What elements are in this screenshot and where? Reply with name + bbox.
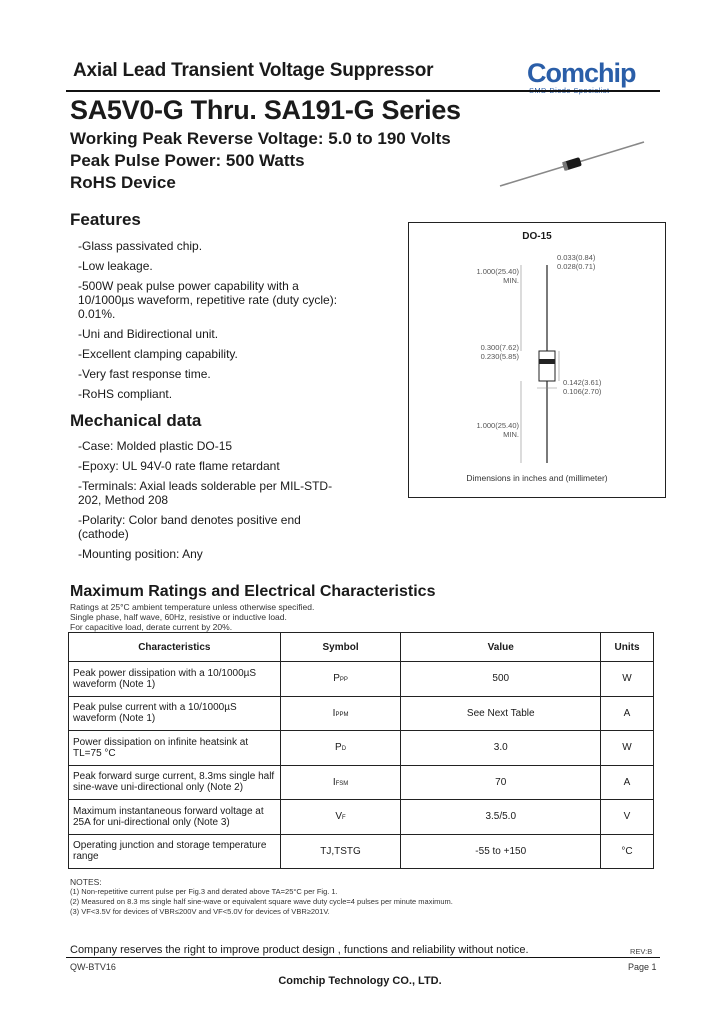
symbol-subscript: PP — [339, 677, 348, 684]
disclaimer-text: Company reserves the right to improve product design , functions and reliability without notice. — [70, 944, 529, 956]
symbol-cell — [280, 662, 401, 697]
ratings-heading: Maximum Ratings and Electrical Characteristics — [70, 583, 436, 600]
symbol-subscript: FSM — [335, 780, 349, 787]
features-heading: Features — [70, 210, 141, 229]
footer-rule — [66, 957, 660, 958]
note-line: (1) Non-repetitive current pulse per Fig.3 and derated above TA=25°C per Fig. 1. — [70, 887, 338, 896]
note-line: (2) Measured on 8.3 ms single half sine-wave or equivalent square wave duty cycle=4 pulses per minute maximum. — [70, 897, 453, 906]
mechanical-list — [78, 439, 348, 567]
symbol-cell — [280, 765, 401, 800]
condition-line: Ratings at 25°C ambient temperature unless otherwise specified. — [70, 602, 315, 612]
document-code: QW-BTV16 — [70, 962, 116, 972]
characteristic-cell: Peak pulse current with a 10/1000µS waveform (Note 1) — [69, 696, 281, 731]
series-title: SA5V0-G Thru. SA191-G Series — [70, 95, 461, 125]
unit-cell: A — [601, 696, 654, 731]
ratings-conditions — [70, 602, 314, 632]
features-list — [78, 239, 348, 407]
symbol-subscript: PPM — [335, 711, 349, 718]
symbol-text: P — [335, 742, 342, 754]
notes-block — [70, 877, 453, 917]
document-title: Axial Lead Transient Voltage Suppressor — [73, 60, 434, 81]
list-item: -500W peak pulse power capability with a 10/1000µs waveform, repetitive rate (duty cycle): 0.01%. — [78, 279, 338, 321]
table-row — [69, 731, 654, 766]
spec-power: Peak Pulse Power: 500 Watts — [70, 151, 305, 170]
symbol-subscript: D — [341, 746, 347, 753]
ratings-table — [68, 632, 654, 869]
value-cell: 3.0 — [401, 731, 601, 766]
header-rule — [66, 90, 660, 92]
value-cell: See Next Table — [401, 696, 601, 731]
unit-cell: A — [601, 765, 654, 800]
unit-cell: W — [601, 662, 654, 697]
condition-line: For capacitive load, derate current by 20%. — [70, 622, 233, 632]
unit-cell: V — [601, 800, 654, 835]
table-row — [69, 834, 654, 869]
mechanical-heading: Mechanical data — [70, 411, 202, 430]
diode-product-image — [496, 138, 648, 190]
symbol-cell — [280, 731, 401, 766]
symbol-text: TJ,TSTG — [320, 845, 361, 857]
symbol-subscript: F — [342, 815, 346, 822]
brand-name: Comchip — [527, 58, 636, 88]
symbol-cell — [280, 834, 401, 869]
column-header: Value — [401, 633, 601, 662]
dim-text: 0.300(7.62) 0.230(5.85) — [480, 343, 519, 361]
list-item: -Excellent clamping capability. — [78, 347, 238, 361]
notes-title: NOTES: — [70, 877, 102, 887]
unit-cell: W — [601, 731, 654, 766]
package-outline-box — [408, 222, 666, 498]
unit-cell: °C — [601, 834, 654, 869]
symbol-text: I — [332, 776, 336, 788]
package-dimension-note: Dimensions in inches and (millimeter) — [466, 473, 608, 483]
company-name: Comchip Technology CO., LTD. — [278, 975, 442, 987]
table-row — [69, 765, 654, 800]
dim-body-length — [473, 343, 519, 361]
characteristic-cell: Operating junction and storage temperature range — [69, 834, 281, 869]
value-cell: 70 — [401, 765, 601, 800]
column-header: Characteristics — [69, 633, 281, 662]
table-row — [69, 696, 654, 731]
characteristic-cell: Peak power dissipation with a 10/1000µS waveform (Note 1) — [69, 662, 281, 697]
symbol-text: V — [335, 811, 343, 823]
dim-lead-length-top — [473, 267, 519, 285]
list-item: -Very fast response time. — [78, 367, 211, 381]
dim-text: 0.142(3.61) 0.106(2.70) — [563, 378, 602, 396]
dim-text: 0.033(0.84) 0.028(0.71) — [557, 253, 596, 271]
dim-body-diameter — [563, 378, 601, 396]
note-line: (3) VF<3.5V for devices of VBR≤200V and VF<5.0V for devices of VBR≥201V. — [70, 907, 330, 916]
page-number: Page 1 — [628, 962, 657, 972]
list-item: -RoHS compliant. — [78, 387, 173, 401]
symbol-text: I — [332, 707, 336, 719]
symbol-text: P — [333, 673, 340, 685]
column-header: Symbol — [280, 633, 401, 662]
symbol-cell — [280, 696, 401, 731]
symbol-cell — [280, 800, 401, 835]
value-cell: -55 to +150 — [401, 834, 601, 869]
spec-rohs: RoHS Device — [70, 173, 176, 192]
condition-line: Single phase, half wave, 60Hz, resistive or inductive load. — [70, 612, 287, 622]
table-row — [69, 800, 654, 835]
characteristic-cell: Power dissipation on infinite heatsink at TL=75 °C — [69, 731, 281, 766]
list-item: -Uni and Bidirectional unit. — [78, 327, 219, 341]
characteristic-cell: Peak forward surge current, 8.3ms single half sine-wave uni-directional only (Note 2) — [69, 765, 281, 800]
list-item: -Terminals: Axial leads solderable per MIL-STD-202, Method 208 — [78, 479, 333, 507]
table-header-row — [69, 633, 654, 662]
package-title: DO-15 — [522, 231, 552, 242]
dim-lead-length-bottom — [473, 421, 519, 439]
table-row — [69, 662, 654, 697]
dim-text: 1.000(25.40) MIN. — [476, 421, 519, 439]
value-cell: 3.5/5.0 — [401, 800, 601, 835]
list-item: -Polarity: Color band denotes positive end (cathode) — [78, 513, 301, 541]
comchip-logo — [527, 58, 649, 98]
characteristic-cell: Maximum instantaneous forward voltage at 25A for uni-directional only (Note 3) — [69, 800, 281, 835]
list-item: -Glass passivated chip. — [78, 239, 203, 253]
spec-voltage: Working Peak Reverse Voltage: 5.0 to 190 Volts — [70, 129, 451, 148]
list-item: -Epoxy: UL 94V-0 rate flame retardant — [78, 459, 280, 473]
list-item: -Low leakage. — [78, 259, 153, 273]
dim-text: 1.000(25.40) MIN. — [476, 267, 519, 285]
column-header: Units — [601, 633, 654, 662]
value-cell: 500 — [401, 662, 601, 697]
revision-label: REV:B — [630, 947, 653, 956]
list-item: -Case: Molded plastic DO-15 — [78, 439, 233, 453]
do15-outline-drawing — [409, 223, 667, 499]
list-item: -Mounting position: Any — [78, 547, 203, 561]
dim-lead-diameter — [557, 253, 595, 271]
